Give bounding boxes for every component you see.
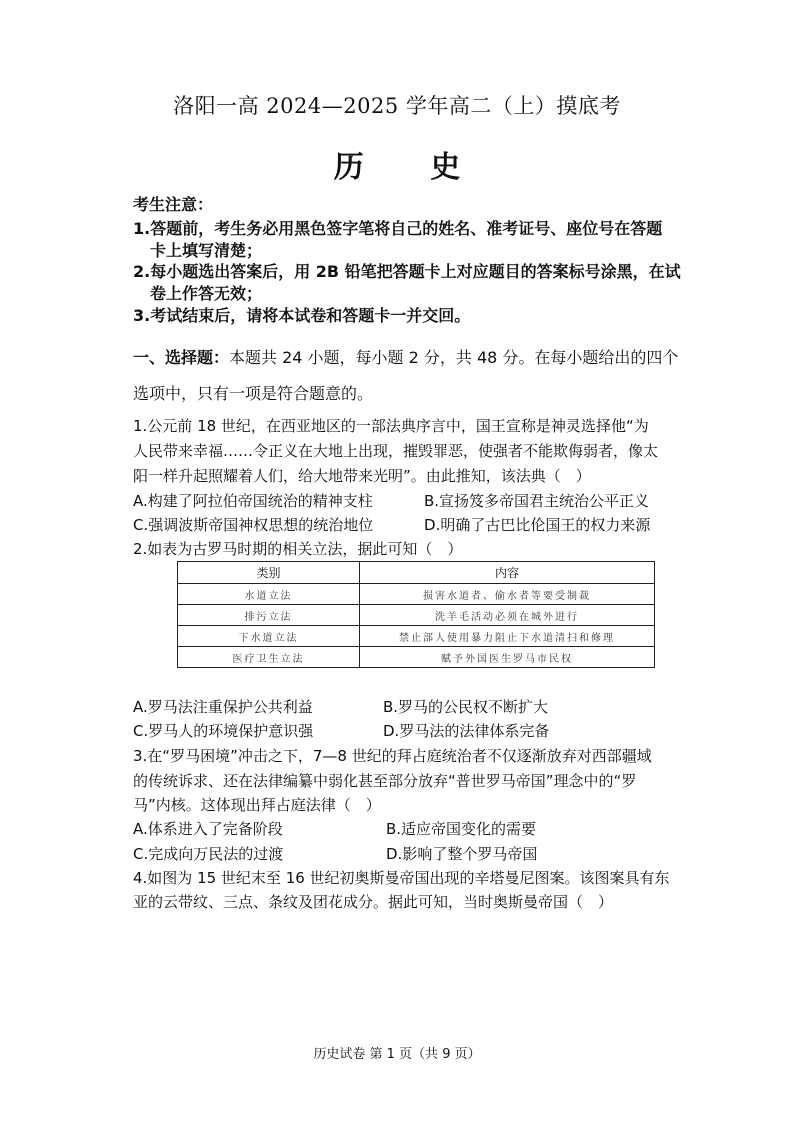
exam-title: 洛阳一高 2024—2025 学年高二（上）摸底考	[173, 94, 621, 118]
q1-option-c: C.强调波斯帝国神权思想的统治地位	[133, 516, 374, 534]
section-text-line2: 选项中，只有一项是符合题意的。	[133, 384, 374, 403]
question-1-line: 人民带来幸福……令正义在大地上出现，摧毁罪恶，使强者不能欺侮弱者，像太	[133, 442, 659, 460]
section-header	[133, 345, 678, 368]
question-1-line: 阳一样升起照耀着人们，给大地带来光明”。由此推知，该法典（ ）	[133, 467, 591, 485]
table-cell-content: 洗羊毛活动必须在城外进行	[360, 605, 655, 626]
table-header-content: 内容	[360, 562, 655, 584]
table-cell-content: 赋予外国医生罗马市民权	[360, 647, 655, 668]
subject-title: 历 史	[333, 150, 489, 185]
question-2-stem: 2.如表为古罗马时期的相关立法，据此可知（ ）	[133, 540, 463, 558]
table-row	[178, 626, 655, 647]
notice-line: 卷上作答无效；	[150, 284, 263, 303]
q2-option-a: A.罗马法注重保护公共利益	[133, 698, 313, 716]
section-text: 本题共 24 小题，每小题 2 分，共 48 分。在每小题给出的四个	[229, 348, 679, 367]
notice-line: 1.答题前，考生务必用黑色签字笔将自己的姓名、准考证号、座位号在答题	[133, 219, 663, 238]
table-cell-content: 损害水道者、偷水者等要受制裁	[360, 584, 655, 605]
q3-option-b: B.适应帝国变化的需要	[386, 820, 537, 838]
table-header-row	[178, 562, 655, 584]
question-1-line: 1.公元前 18 世纪，在西亚地区的一部法典序言中，国王宣称是神灵选择他“为	[133, 417, 649, 435]
table-row	[178, 605, 655, 626]
q1-option-d: D.明确了古巴比伦国王的权力来源	[424, 516, 651, 534]
q3-option-a: A.体系进入了完备阶段	[133, 820, 283, 838]
page-footer: 历史试卷 第 1 页（共 9 页）	[313, 1047, 481, 1062]
question-4-line: 4.如图为 15 世纪末至 16 世纪初奥斯曼帝国出现的辛塔曼尼图案。该图案具有东	[133, 869, 670, 887]
question-4-line: 亚的云带纹、三点、条纹及团花成分。据此可知，当时奥斯曼帝国（ ）	[133, 893, 614, 911]
table-cell-category: 医疗卫生立法	[178, 647, 360, 668]
table-row	[178, 584, 655, 605]
table-cell-category: 水道立法	[178, 584, 360, 605]
notice-line: 2.每小题选出答案后，用 2B 铅笔把答题卡上对应题目的答案标号涂黑，在试	[133, 262, 681, 281]
table-cell-category: 下水道立法	[178, 626, 360, 647]
q2-option-c: C.罗马人的环境保护意识强	[133, 722, 314, 740]
q1-option-b: B.宣扬笈多帝国君主统治公平正义	[424, 492, 650, 510]
notice-heading: 考生注意：	[133, 195, 214, 214]
q3-option-d: D.影响了整个罗马帝国	[386, 845, 538, 863]
question-3-line: 马”内核。这体现出拜占庭法律（ ）	[133, 796, 381, 814]
q1-option-a: A.构建了阿拉伯帝国统治的精神支柱	[133, 492, 373, 510]
table-cell-content: 禁止部人使用暴力阻止下水道清扫和修理	[360, 626, 655, 647]
question-3-line: 3.在“罗马困境”冲击之下，7—8 世纪的拜占庭统治者不仅逐渐放弃对西部疆域	[133, 747, 652, 765]
q3-option-c: C.完成向万民法的过渡	[133, 845, 284, 863]
question-3-line: 的传统诉求、还在法律编纂中弱化甚至部分放弃“普世罗马帝国”理念中的“罗	[133, 772, 637, 790]
table-row	[178, 647, 655, 668]
notice-line: 3.考试结束后，请将本试卷和答题卡一并交回。	[133, 306, 471, 325]
section-label: 一、选择题：	[133, 348, 230, 367]
q2-option-d: D.罗马法的法律体系完备	[383, 722, 550, 740]
notice-line: 卡上填写清楚；	[150, 241, 263, 260]
table-header-category: 类别	[178, 562, 360, 584]
law-table	[177, 561, 655, 668]
q2-option-b: B.罗马的公民权不断扩大	[383, 698, 549, 716]
table-cell-category: 排污立法	[178, 605, 360, 626]
